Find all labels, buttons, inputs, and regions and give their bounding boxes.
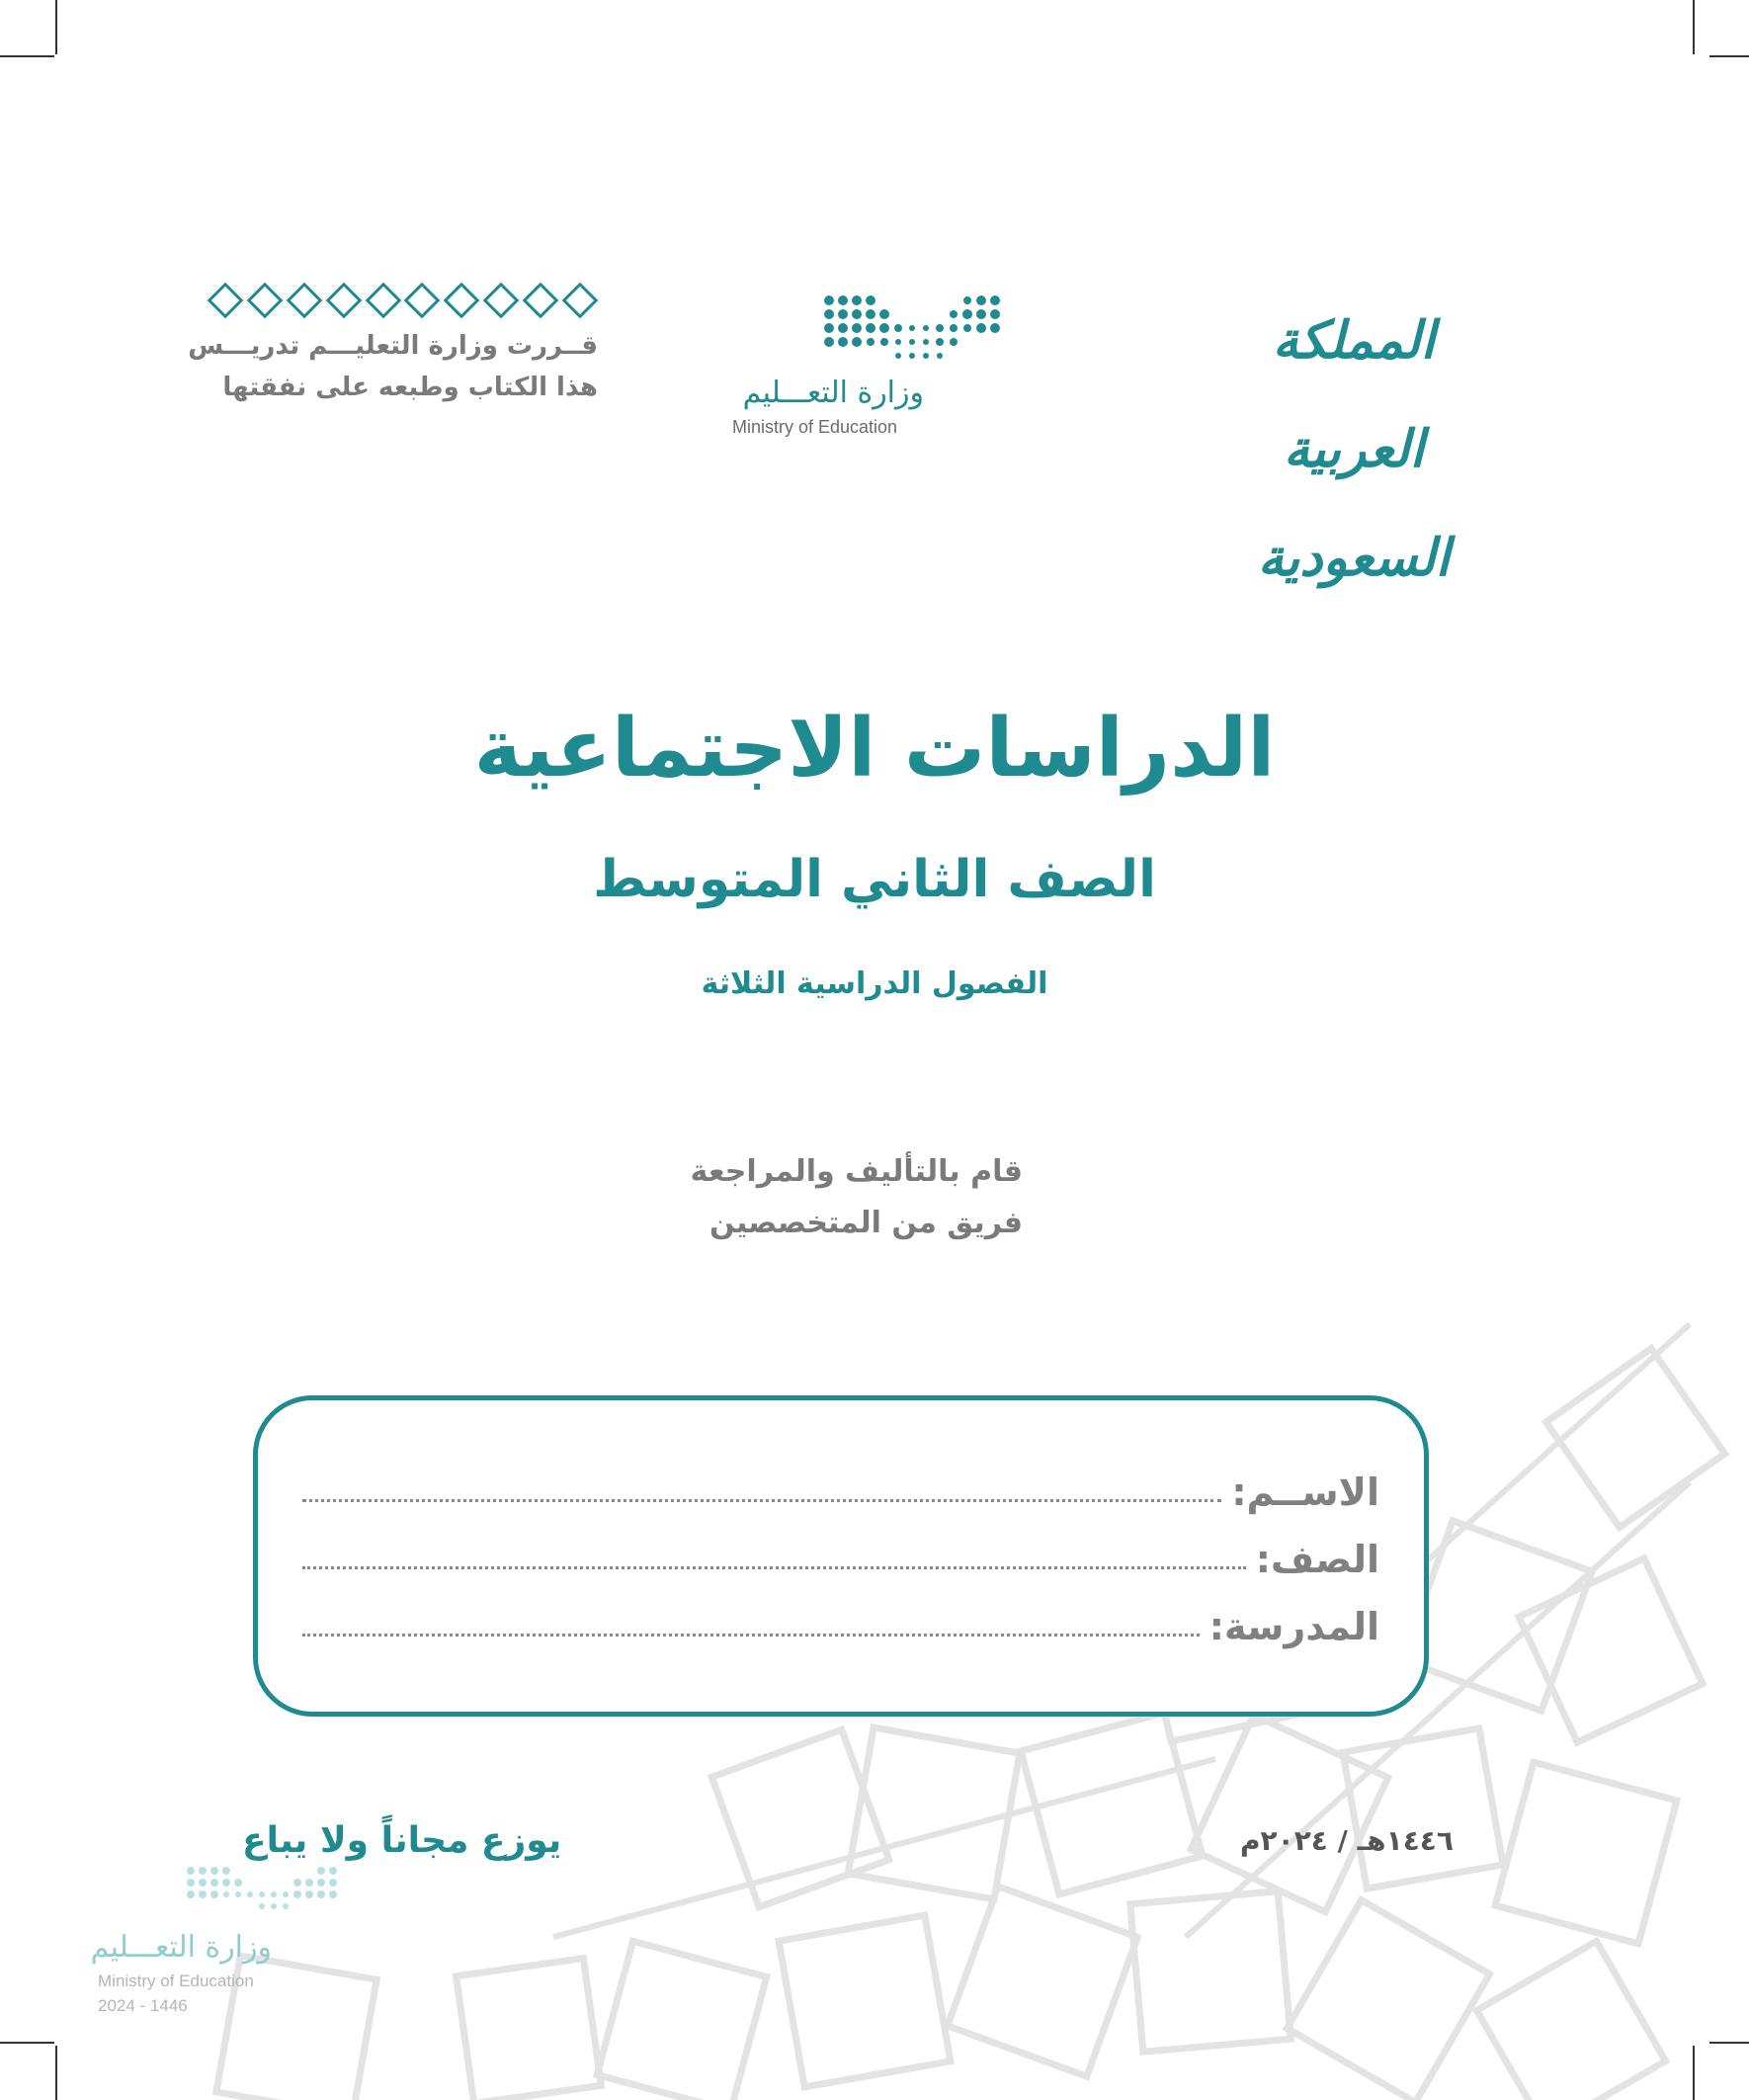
- pattern-square: [711, 1729, 888, 1906]
- diamond-icon: [365, 283, 401, 319]
- pattern-square: [1476, 1941, 1665, 2100]
- class-dotted-line[interactable]: [302, 1564, 1246, 1569]
- small-ministry-name-en: Ministry of Education: [98, 1972, 254, 1990]
- kingdom-logo-text: المملكة العربية السعودية: [1257, 310, 1451, 588]
- free-distribution-note: يوزع مجاناً ولا يباع: [242, 1820, 562, 1861]
- pattern-square: [1288, 1900, 1490, 2100]
- approval-line-2: هذا الكتاب وطبعه على نفقتها: [222, 373, 598, 402]
- ministry-dots-icon: [726, 287, 1023, 376]
- diamond-icon: [404, 283, 441, 319]
- diamond-icon: [246, 283, 283, 319]
- small-ministry-years: 2024 - 1446: [98, 1996, 188, 2015]
- pattern-square: [948, 1887, 1137, 2076]
- book-title: الدراسات الاجتماعية: [473, 702, 1276, 796]
- class-label: الصف:: [1255, 1538, 1379, 1581]
- ministry-logo: [726, 287, 1023, 445]
- authors-block: [691, 1146, 1023, 1249]
- grade-title: الصف الثاني المتوسط: [593, 850, 1156, 909]
- authors-line-2: فريق من المتخصصين: [709, 1206, 1023, 1240]
- pattern-square: [1402, 1521, 1592, 1711]
- diamond-icon: [561, 283, 598, 319]
- approval-block: [188, 282, 598, 402]
- pattern-square: [1519, 1558, 1703, 1742]
- name-label: الاســم:: [1231, 1470, 1379, 1514]
- student-info-box: [253, 1395, 1429, 1717]
- school-field[interactable]: [302, 1589, 1379, 1648]
- name-field[interactable]: [302, 1455, 1379, 1514]
- authors-line-1: قام بالتأليف والمراجعة: [690, 1154, 1023, 1189]
- kingdom-logo: [1210, 287, 1497, 588]
- school-label: المدرسة:: [1208, 1605, 1379, 1648]
- pattern-square: [1343, 1728, 1503, 1889]
- diamond-icon: [483, 283, 520, 319]
- diamond-icon: [286, 283, 322, 319]
- pattern-square: [779, 1915, 951, 2087]
- small-ministry-name-ar: وزارة التعـــليم: [90, 1930, 272, 1965]
- terms-title: الفصول الدراسية الثلاثة: [701, 966, 1048, 1001]
- pattern-line: [553, 1759, 1215, 1937]
- class-field[interactable]: [302, 1522, 1379, 1581]
- pattern-square: [1191, 1715, 1387, 1911]
- pattern-square: [1495, 1762, 1677, 1944]
- name-dotted-line[interactable]: [302, 1497, 1221, 1502]
- ministry-name-en: Ministry of Education: [732, 417, 898, 437]
- diamond-icon: [523, 283, 559, 319]
- diamond-icon: [444, 283, 480, 319]
- ministry-logo-small: [90, 1863, 351, 2021]
- school-dotted-line[interactable]: [302, 1632, 1200, 1637]
- ministry-name-ar: وزارة التعـــليم: [742, 376, 924, 410]
- edition-year: ١٤٤٦هـ / ٢٠٢٤م: [1240, 1824, 1454, 1857]
- pattern-square: [457, 1959, 602, 2100]
- ministry-dots-icon: [183, 1863, 440, 1922]
- pattern-square: [597, 1941, 766, 2100]
- diamond-icon: [325, 283, 362, 319]
- diamond-icon: [208, 283, 244, 319]
- diamond-row: [212, 282, 593, 319]
- approval-line-1: قــررت وزارة التعليـــم تدريـــس: [188, 331, 598, 361]
